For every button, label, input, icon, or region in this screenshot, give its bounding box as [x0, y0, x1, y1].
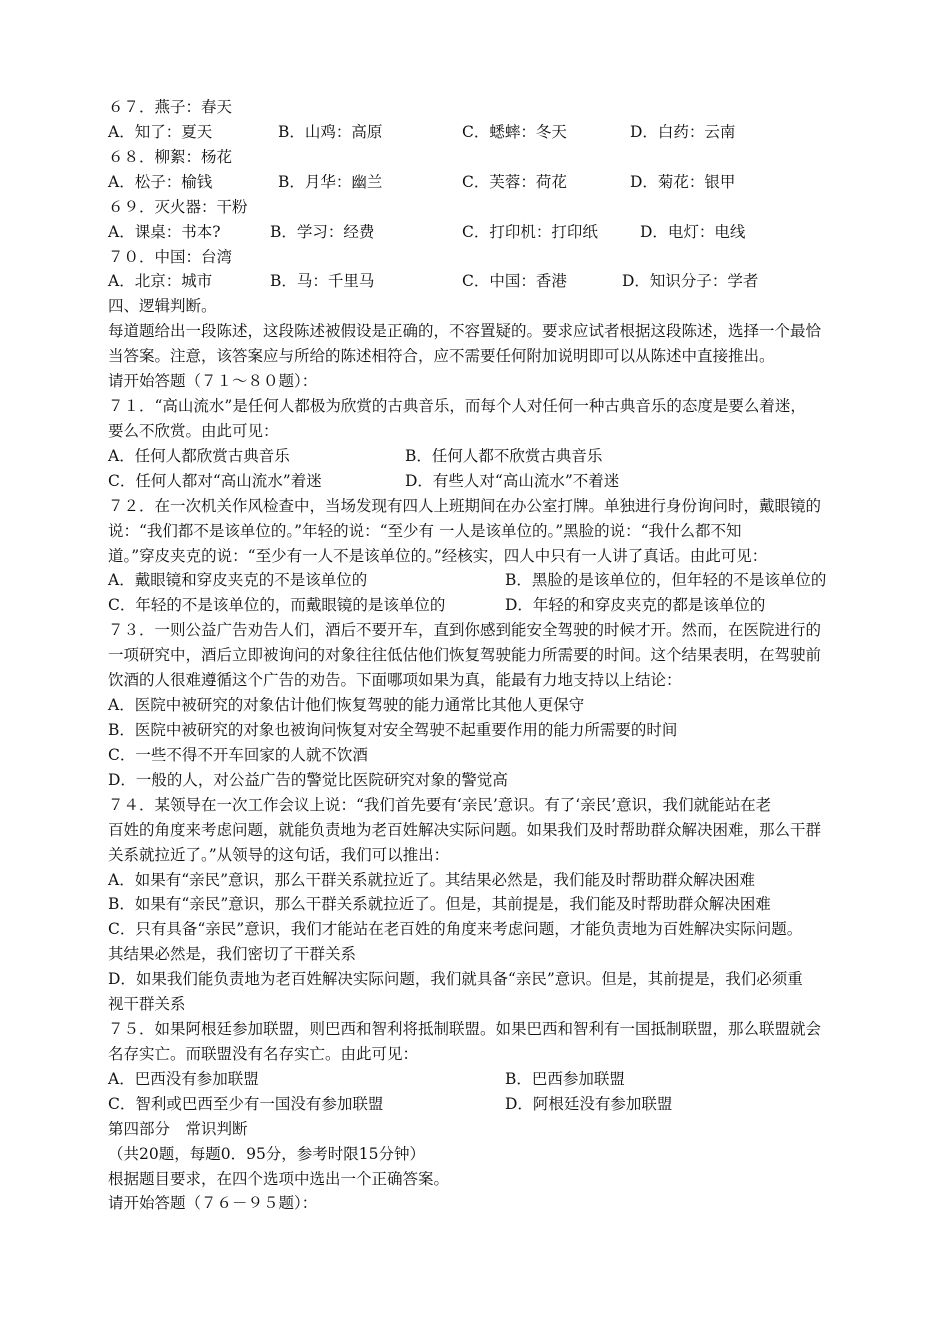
answer-option: B．黑脸的是该单位的，但年轻的不是该单位的: [505, 571, 827, 590]
answer-option: D．菊花：银甲: [630, 172, 736, 191]
answer-option: A．巴西没有参加联盟: [108, 1069, 259, 1088]
answer-option: C．蟋蟀：冬天: [462, 122, 567, 141]
text-line: C．只有具备“亲民”意识，我们才能站在老百姓的角度来考虑问题，才能负责地为百姓解决实际问题。: [108, 920, 803, 939]
answer-option: D．年轻的和穿皮夹克的都是该单位的: [505, 596, 766, 615]
text-line: ７０．中国：台湾: [108, 247, 233, 266]
answer-option: A．知了：夏天: [108, 122, 213, 141]
answer-option: D．有些人对“高山流水”不着迷: [405, 471, 620, 490]
text-line: A．如果有“亲民”意识，那么干群关系就拉近了。其结果必然是，我们能及时帮助群众解决困难: [108, 870, 756, 889]
answer-option: A．戴眼镜和穿皮夹克的不是该单位的: [108, 571, 368, 590]
text-line: 第四部分 常识判断: [108, 1119, 248, 1138]
text-line: 视干群关系: [108, 995, 186, 1014]
text-line: 饮酒的人很难遵循这个广告的劝告。下面哪项如果为真，能最有力地支持以上结论：: [108, 671, 682, 690]
answer-option: D．白药：云南: [630, 122, 736, 141]
answer-option: A．松子：榆钱: [108, 172, 213, 191]
text-line: 要么不欣赏。由此可见：: [108, 421, 279, 440]
answer-option: C．芙蓉：荷花: [462, 172, 567, 191]
answer-option: A．北京：城市: [108, 272, 213, 291]
text-line: D．如果我们能负责地为老百姓解决实际问题，我们就具备“亲民”意识。但是，其前提是，我们必须重: [108, 970, 803, 989]
text-line: ７３．一则公益广告劝告人们，酒后不要开车，直到你感到能安全驾驶的时候才开。然而，在医院进行的: [108, 621, 822, 640]
text-line: 道。”穿皮夹克的说：“至少有一人不是该单位的。”经核实，四人中只有一人讲了真话。由此可见：: [108, 546, 768, 565]
text-line: 百姓的角度来考虑问题，就能负责地为老百姓解决实际问题。如果我们及时帮助群众解决困难，那么干群: [108, 820, 822, 839]
text-line: ６９．灭火器：干粉: [108, 197, 248, 216]
option-row: [108, 270, 868, 292]
option-row: [108, 445, 868, 467]
text-line: ７１．“高山流水”是任何人都极为欣赏的古典音乐，而每个人对任何一种古典音乐的态度是要么着迷，: [108, 397, 806, 416]
answer-option: C．年轻的不是该单位的，而戴眼镜的是该单位的: [108, 596, 446, 615]
text-line: C．一些不得不开车回家的人就不饮酒: [108, 745, 368, 764]
text-line: B．如果有“亲民”意识，那么干群关系就拉近了。但是，其前提是，我们能及时帮助群众解决困难: [108, 895, 771, 914]
answer-option: D．阿根廷没有参加联盟: [505, 1094, 673, 1113]
option-row: [108, 1093, 868, 1115]
text-line: 根据题目要求，在四个选项中选出一个正确答案。: [108, 1169, 450, 1188]
text-line: 关系就拉近了。”从领导的这句话，我们可以推出：: [108, 845, 450, 864]
text-line: A．医院中被研究的对象估计他们恢复驾驶的能力通常比其他人更保守: [108, 696, 585, 715]
option-row: [108, 470, 868, 492]
answer-option: B．月华：幽兰: [278, 172, 383, 191]
answer-option: B．马：千里马: [270, 272, 375, 291]
text-line: 请开始答题（７１～８０题）：: [108, 372, 318, 391]
option-row: [108, 171, 868, 193]
text-line: B．医院中被研究的对象也被询问恢复对安全驾驶不起重要作用的能力所需要的时间: [108, 721, 678, 739]
text-line: （共20题，每题0．95分，参考时限15分钟）: [108, 1144, 426, 1163]
answer-option: D．电灯：电线: [640, 222, 746, 241]
answer-option: C．打印机：打印纸: [462, 222, 598, 241]
text-line: 一项研究中，酒后立即被询问的对象往往低估他们恢复驾驶能力所需要的时间。这个结果表明，在驾驶前: [108, 646, 822, 665]
option-row: [108, 569, 868, 591]
text-line: 每道题给出一段陈述，这段陈述被假设是正确的，不容置疑的。要求应试者根据这段陈述，选择一个最恰: [108, 322, 822, 341]
text-line: D．一般的人，对公益广告的警觉比医院研究对象的警觉高: [108, 770, 508, 789]
option-row: [108, 1068, 868, 1090]
option-row: [108, 221, 868, 243]
option-row: [108, 594, 868, 616]
text-line: 名存实亡。而联盟没有名存实亡。由此可见：: [108, 1044, 419, 1063]
text-line: ７２．在一次机关作风检查中，当场发现有四人上班期间在办公室打牌。单独进行身份询问时，戴眼镜的: [108, 496, 822, 515]
answer-option: B．学习：经费: [270, 222, 375, 241]
option-row: [108, 121, 868, 143]
text-line: 其结果必然是，我们密切了干群关系: [108, 945, 357, 964]
answer-option: C．智利或巴西至少有一国没有参加联盟: [108, 1094, 384, 1113]
answer-option: A．任何人都欣赏古典音乐: [108, 446, 290, 465]
answer-option: C．任何人都对“高山流水”着迷: [108, 471, 322, 490]
answer-option: A．课桌：书本?: [108, 222, 221, 241]
answer-option: D．知识分子：学者: [622, 272, 759, 291]
text-line: ６８．柳絮：杨花: [108, 147, 233, 166]
text-line: ７４．某领导在一次工作会议上说：“我们首先要有‘亲民’意识。有了‘亲民’意识，我们就能站在老: [108, 795, 772, 814]
text-line: 四、逻辑判断。: [108, 297, 217, 316]
answer-option: B．山鸡：高原: [278, 122, 383, 141]
answer-option: B．巴西参加联盟: [505, 1069, 625, 1088]
text-line: ７５．如果阿根廷参加联盟，则巴西和智利将抵制联盟。如果巴西和智利有一国抵制联盟，那么联盟就会: [108, 1020, 822, 1039]
text-line: 请开始答题（７６－９５题）：: [108, 1194, 318, 1213]
text-line: 说：“我们都不是该单位的。”年轻的说：“至少有 一人是该单位的。”黑脸的说：“我什么都不知: [108, 521, 742, 540]
answer-option: C．中国：香港: [462, 272, 567, 291]
answer-option: B．任何人都不欣赏古典音乐: [405, 446, 603, 465]
text-line: ６７．燕子：春天: [108, 98, 233, 116]
text-line: 当答案。注意，该答案应与所给的陈述相符合，应不需要任何附加说明即可以从陈述中直接推出。: [108, 347, 775, 366]
